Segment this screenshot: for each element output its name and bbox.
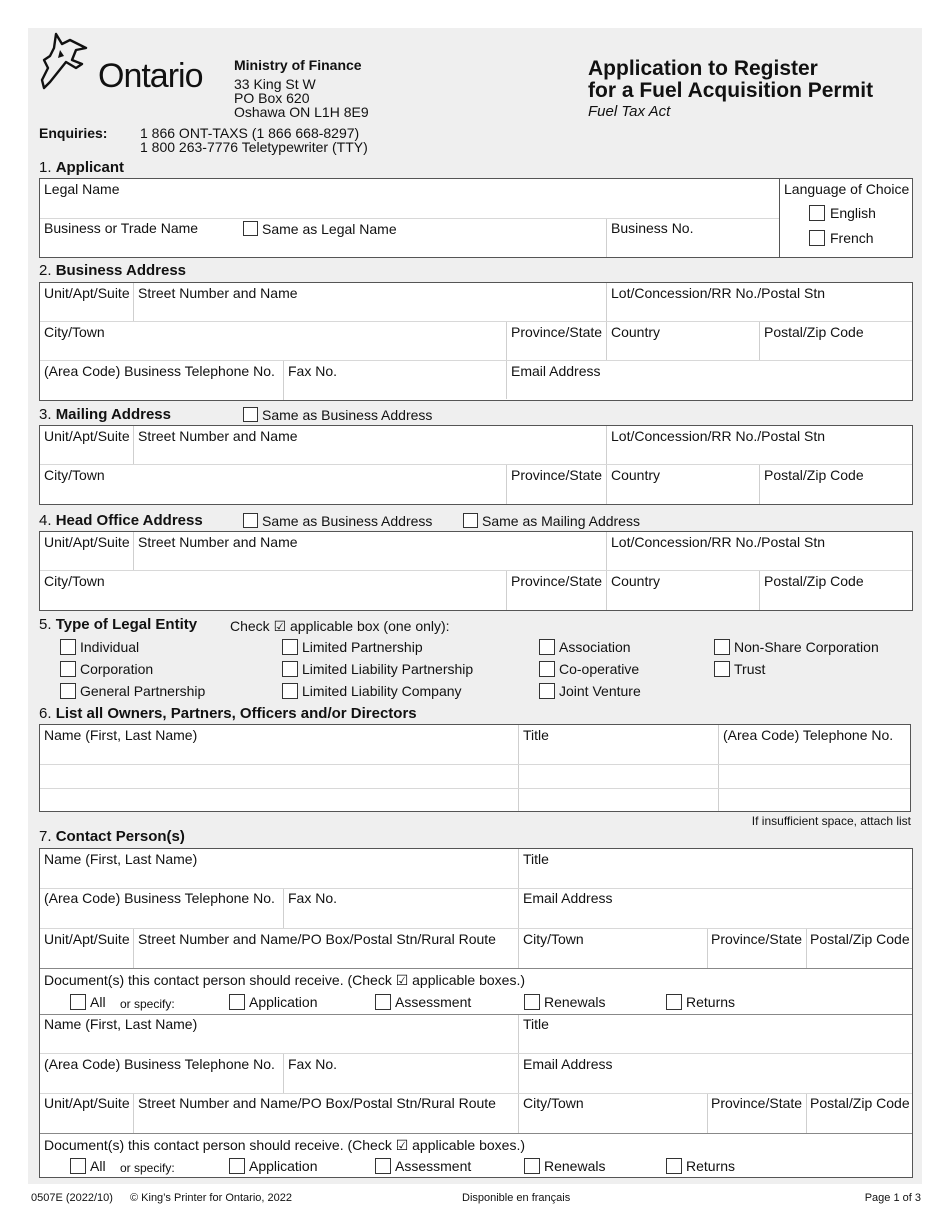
owner-row-title-field[interactable]	[519, 789, 718, 811]
contact-email-label: Email Address	[523, 890, 613, 906]
contact-postal-label: Postal/Zip Code	[810, 1095, 910, 1111]
contact-city-label: City/Town	[523, 931, 584, 947]
trade-name-label: Business or Trade Name	[44, 220, 199, 236]
english-checkbox[interactable]	[809, 205, 825, 221]
entity-limited-partnership-checkbox[interactable]	[282, 639, 298, 655]
head-same-as-business-label: Same as Business Address	[262, 513, 433, 529]
entity-option-label: Limited Liability Partnership	[302, 661, 474, 677]
docs-assessment-label: Assessment	[395, 1158, 472, 1174]
form-title-line1: Application to Register	[588, 57, 818, 80]
entity-llp-checkbox[interactable]	[282, 661, 298, 677]
owner-row-title-field[interactable]	[519, 765, 718, 788]
street-label: Street Number and Name	[138, 428, 298, 444]
entity-cooperative-checkbox[interactable]	[539, 661, 555, 677]
owner-row-phone-field[interactable]	[719, 789, 910, 811]
head-same-as-mailing-checkbox[interactable]	[463, 513, 478, 528]
docs-all-checkbox[interactable]	[70, 1158, 86, 1174]
docs-assessment-checkbox[interactable]	[375, 994, 391, 1010]
contact-fax-label: Fax No.	[288, 890, 338, 906]
owners-table	[39, 724, 911, 812]
business-address-box	[39, 282, 913, 401]
ministry-address-line: Oshawa ON L1H 8E9	[234, 104, 369, 120]
trillium-logo-icon	[36, 30, 100, 90]
docs-application-checkbox[interactable]	[229, 994, 245, 1010]
entity-corporation-checkbox[interactable]	[60, 661, 76, 677]
mailing-same-as-business-label: Same as Business Address	[262, 407, 433, 423]
entity-individual-checkbox[interactable]	[60, 639, 76, 655]
city-label: City/Town	[44, 467, 105, 483]
owner-title-label: Title	[523, 727, 549, 743]
mailing-same-as-business-checkbox[interactable]	[243, 407, 258, 422]
contact-title-field[interactable]	[519, 849, 912, 888]
docs-renewals-checkbox[interactable]	[524, 1158, 540, 1174]
entity-association-checkbox[interactable]	[539, 639, 555, 655]
contact-email-label: Email Address	[523, 1056, 613, 1072]
docs-returns-label: Returns	[686, 994, 736, 1010]
contact-fax-label: Fax No.	[288, 1056, 338, 1072]
contact-docs-label: Document(s) this contact person should receive. (Check ☑ applicable boxes.)	[44, 972, 525, 988]
street-label: Street Number and Name	[138, 285, 298, 301]
entity-option-label: General Partnership	[80, 683, 206, 699]
ministry-address-line: PO Box 620	[234, 90, 310, 106]
legal-name-field[interactable]	[40, 179, 779, 218]
postal-label: Postal/Zip Code	[764, 467, 864, 483]
docs-all-checkbox[interactable]	[70, 994, 86, 1010]
ministry-address-line: 33 King St W	[234, 76, 316, 92]
owner-row-name-field[interactable]	[40, 789, 518, 811]
form-number: 0507E (2022/10)	[31, 1192, 113, 1204]
contact-title-label: Title	[523, 1016, 549, 1032]
docs-renewals-label: Renewals	[544, 994, 606, 1010]
country-label: Country	[611, 573, 661, 589]
entity-option-label: Limited Liability Company	[302, 683, 462, 699]
lot-label: Lot/Concession/RR No./Postal Stn	[611, 534, 825, 550]
contact-unit-label: Unit/Apt/Suite	[44, 1095, 130, 1111]
owner-row-name-field[interactable]	[40, 765, 518, 788]
province-label: Province/State	[511, 573, 603, 589]
same-as-legal-label: Same as Legal Name	[262, 221, 397, 237]
city-label: City/Town	[44, 573, 105, 589]
enquiries-tty: 1 800 263-7776 Teletypewriter (TTY)	[140, 139, 368, 155]
contact-name-label: Name (First, Last Name)	[44, 851, 198, 867]
entity-option-label: Association	[559, 639, 631, 655]
entity-option-label: Limited Partnership	[302, 639, 423, 655]
section-7-heading: 7. Contact Person(s)	[39, 828, 185, 845]
country-label: Country	[611, 324, 661, 340]
english-label: English	[830, 205, 876, 221]
postal-label: Postal/Zip Code	[764, 573, 864, 589]
form-page	[28, 28, 922, 1184]
head-office-address-box	[39, 531, 913, 611]
province-label: Province/State	[511, 324, 603, 340]
enquiries-label: Enquiries:	[39, 125, 108, 141]
business-no-label: Business No.	[611, 220, 694, 236]
docs-application-checkbox[interactable]	[229, 1158, 245, 1174]
entity-option-label: Corporation	[80, 661, 154, 677]
contact-postal-label: Postal/Zip Code	[810, 931, 910, 947]
head-same-as-business-checkbox[interactable]	[243, 513, 258, 528]
docs-application-label: Application	[249, 994, 318, 1010]
mailing-address-box	[39, 425, 913, 505]
phone-label: (Area Code) Business Telephone No.	[44, 363, 275, 379]
street-label: Street Number and Name	[138, 534, 298, 550]
unit-label: Unit/Apt/Suite	[44, 428, 130, 444]
country-label: Country	[611, 467, 661, 483]
docs-assessment-checkbox[interactable]	[375, 1158, 391, 1174]
section-3-heading: 3. Mailing Address	[39, 406, 171, 423]
docs-application-label: Application	[249, 1158, 318, 1174]
city-field[interactable]	[40, 465, 506, 504]
owner-name-label: Name (First, Last Name)	[44, 727, 198, 743]
entity-llc-checkbox[interactable]	[282, 683, 298, 699]
form-subtitle: Fuel Tax Act	[588, 103, 671, 120]
french-availability: Disponible en français	[462, 1192, 571, 1204]
city-field[interactable]	[40, 571, 506, 610]
contact-street-label: Street Number and Name/PO Box/Postal Stn/Rural Route	[138, 1095, 496, 1111]
contact-name-label: Name (First, Last Name)	[44, 1016, 198, 1032]
section-4-heading: 4. Head Office Address	[39, 512, 203, 529]
head-same-as-mailing-label: Same as Mailing Address	[482, 513, 640, 529]
entity-trust-checkbox[interactable]	[714, 661, 730, 677]
city-label: City/Town	[44, 324, 105, 340]
language-label: Language of Choice	[784, 181, 910, 197]
page-number: Page 1 of 3	[864, 1192, 921, 1204]
docs-returns-checkbox[interactable]	[666, 994, 682, 1010]
entity-instruction: Check ☑ applicable box (one only):	[230, 618, 450, 634]
contact-province-label: Province/State	[711, 1095, 803, 1111]
french-label: French	[830, 230, 874, 246]
docs-or-specify-label: or specify:	[120, 997, 175, 1011]
copyright-notice: © King’s Printer for Ontario, 2022	[130, 1192, 292, 1204]
insufficient-space-note: If insufficient space, attach list	[751, 814, 911, 828]
postal-label: Postal/Zip Code	[764, 324, 864, 340]
city-field[interactable]	[40, 322, 506, 360]
entity-option-label: Joint Venture	[559, 683, 641, 699]
applicant-box	[39, 178, 913, 258]
docs-assessment-label: Assessment	[395, 994, 472, 1010]
unit-label: Unit/Apt/Suite	[44, 534, 130, 550]
entity-joint-venture-checkbox[interactable]	[539, 683, 555, 699]
lot-label: Lot/Concession/RR No./Postal Stn	[611, 285, 825, 301]
entity-option-label: Co-operative	[559, 661, 640, 677]
docs-or-specify-label: or specify:	[120, 1161, 175, 1175]
section-5-heading: 5. Type of Legal Entity	[39, 616, 198, 633]
same-as-legal-checkbox[interactable]	[243, 221, 258, 236]
docs-returns-label: Returns	[686, 1158, 736, 1174]
legal-name-label: Legal Name	[44, 181, 120, 197]
contact-docs-label: Document(s) this contact person should receive. (Check ☑ applicable boxes.)	[44, 1137, 525, 1153]
province-label: Province/State	[511, 467, 603, 483]
contact-phone-label: (Area Code) Business Telephone No.	[44, 890, 275, 906]
unit-label: Unit/Apt/Suite	[44, 285, 130, 301]
fax-label: Fax No.	[288, 363, 338, 379]
docs-renewals-checkbox[interactable]	[524, 994, 540, 1010]
lot-label: Lot/Concession/RR No./Postal Stn	[611, 428, 825, 444]
enquiries-phone: 1 866 ONT-TAXS (1 866 668-8297)	[140, 125, 360, 141]
email-label: Email Address	[511, 363, 601, 379]
contact-province-label: Province/State	[711, 931, 803, 947]
contact-street-label: Street Number and Name/PO Box/Postal Stn/Rural Route	[138, 931, 496, 947]
docs-all-label: All	[90, 994, 106, 1010]
docs-returns-checkbox[interactable]	[666, 1158, 682, 1174]
contact-title-label: Title	[523, 851, 549, 867]
contact-unit-label: Unit/Apt/Suite	[44, 931, 130, 947]
french-checkbox[interactable]	[809, 230, 825, 246]
entity-non-share-checkbox[interactable]	[714, 639, 730, 655]
docs-all-label: All	[90, 1158, 106, 1174]
ontario-wordmark: Ontario	[98, 57, 203, 95]
entity-general-partnership-checkbox[interactable]	[60, 683, 76, 699]
entity-option-label: Non-Share Corporation	[734, 639, 879, 655]
docs-renewals-label: Renewals	[544, 1158, 606, 1174]
section-2-heading: 2. Business Address	[39, 262, 187, 279]
owner-phone-label: (Area Code) Telephone No.	[723, 727, 894, 743]
contact-phone-label: (Area Code) Business Telephone No.	[44, 1056, 275, 1072]
section-6-heading: 6. List all Owners, Partners, Officers and/or Directors	[39, 705, 417, 722]
ministry-name: Ministry of Finance	[234, 57, 362, 73]
section-1-heading: 1. Applicant	[39, 159, 125, 176]
entity-option-label: Trust	[734, 661, 766, 677]
contact-city-label: City/Town	[523, 1095, 584, 1111]
contact-persons-box	[39, 848, 913, 1178]
contact-title-field[interactable]	[519, 1015, 912, 1053]
owner-row-phone-field[interactable]	[719, 765, 910, 788]
form-title-line2: for a Fuel Acquisition Permit	[588, 79, 874, 102]
entity-option-label: Individual	[80, 639, 140, 655]
